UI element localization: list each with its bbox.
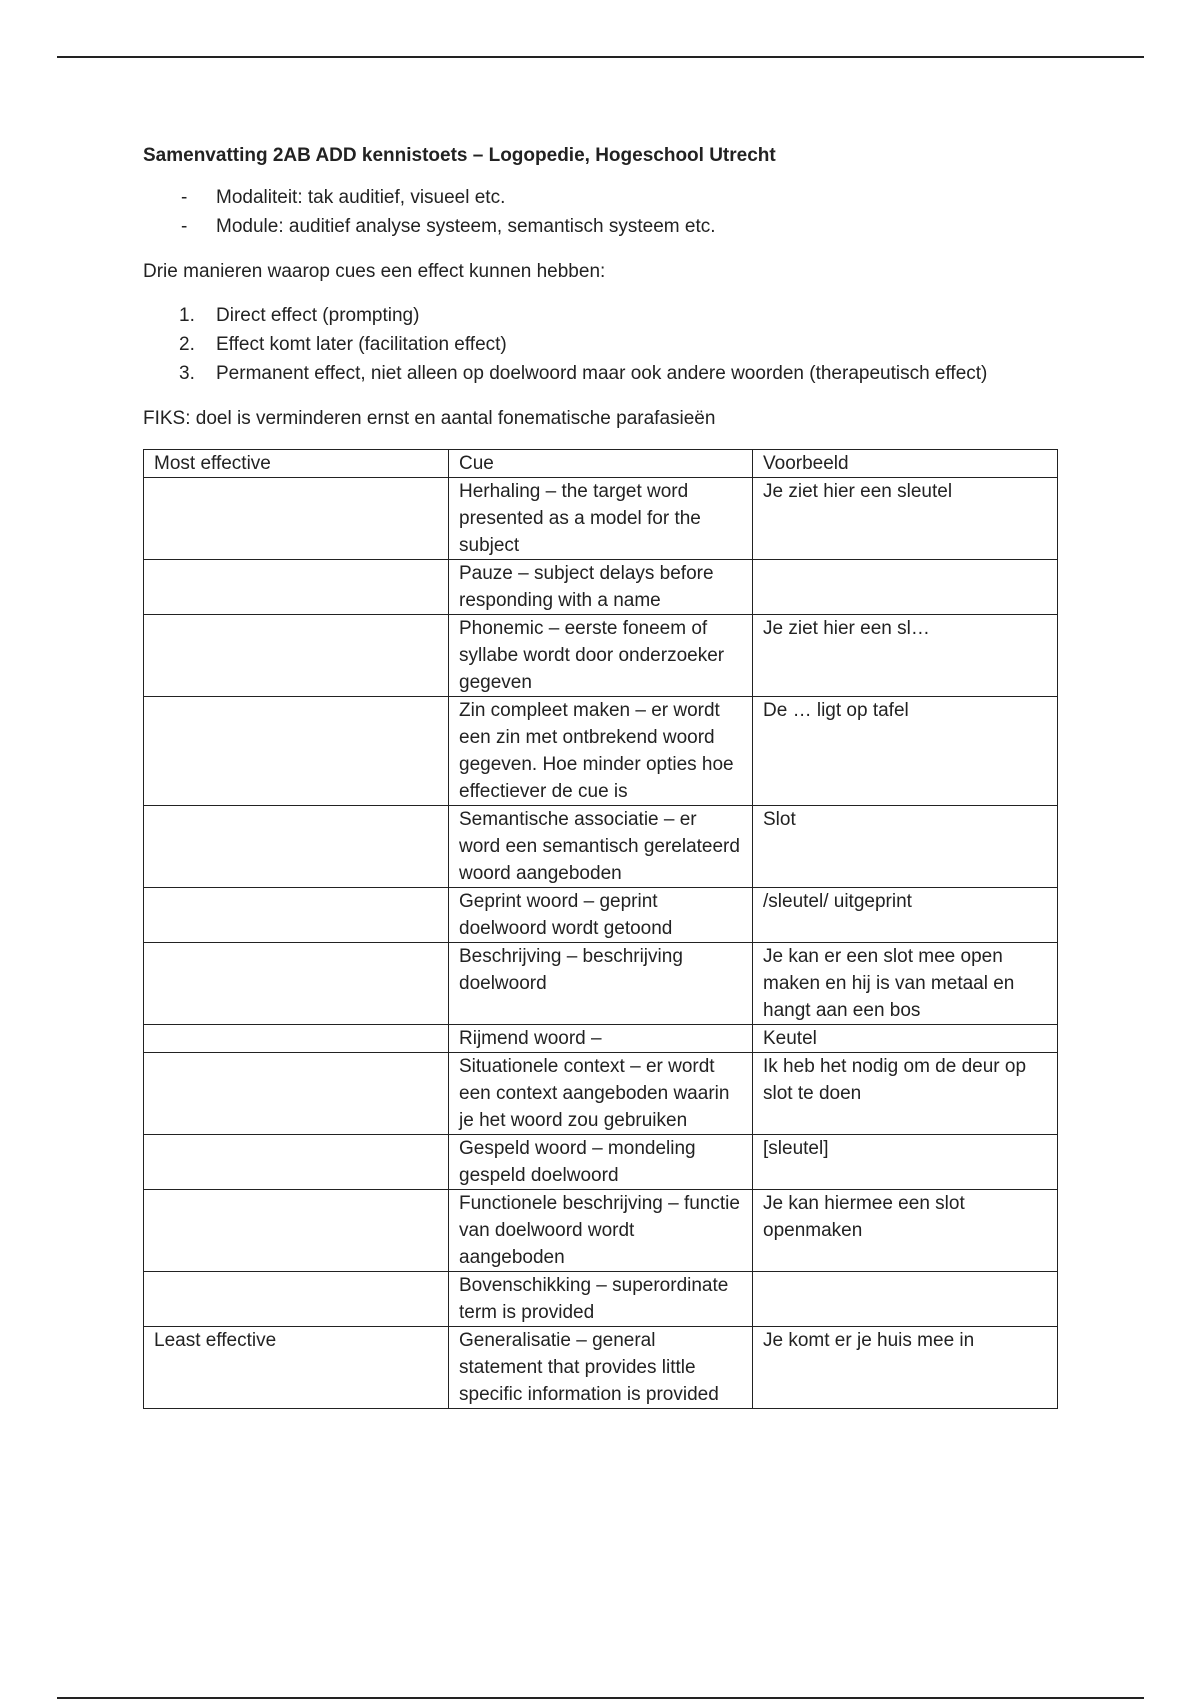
table-header-row [144,450,1058,478]
numbered-list [143,302,1063,389]
list-item [143,302,1063,331]
table-row [144,1272,1058,1327]
example-cell: /sleutel/ uitgeprint [753,888,1058,943]
list-item [143,360,1063,389]
list-item [143,184,1063,213]
rank-cell [144,478,449,560]
table-row [144,806,1058,888]
list-item-text: Effect komt later (facilitation effect) [216,334,507,355]
list-number: 1. [179,305,195,326]
dash-bullet: - [181,187,188,208]
top-rule [57,56,1144,58]
cue-cell: Rijmend woord – [449,1025,753,1053]
example-cell: Je komt er je huis mee in [753,1327,1058,1409]
cue-cell: Gespeld woord – mondeling gespeld doelwoord [449,1135,753,1190]
cue-cell: Pauze – subject delays before responding with a name [449,560,753,615]
table-row [144,478,1058,560]
rank-cell: Least effective [144,1327,449,1409]
cue-cell: Beschrijving – beschrijving doelwoord [449,943,753,1025]
cue-cell: Bovenschikking – superordinate term is provided [449,1272,753,1327]
table-row [144,697,1058,806]
rank-cell [144,560,449,615]
rank-cell [144,888,449,943]
example-cell: [sleutel] [753,1135,1058,1190]
example-cell: Je ziet hier een sleutel [753,478,1058,560]
document-body [143,142,1063,1409]
cue-cell: Geprint woord – geprint doelwoord wordt getoond [449,888,753,943]
cues-table [143,449,1058,1409]
list-item-text: Modaliteit: tak auditief, visueel etc. [216,187,506,208]
cue-cell: Situationele context – er wordt een context aangeboden waarin je het woord zou gebruiken [449,1053,753,1135]
header-most-effective: Most effective [144,450,449,478]
table-row [144,943,1058,1025]
list-item [143,331,1063,360]
table-row [144,560,1058,615]
cue-cell: Generalisatie – general statement that provides little specific information is provided [449,1327,753,1409]
rank-cell [144,615,449,697]
header-cue: Cue [449,450,753,478]
example-cell [753,560,1058,615]
table-row [144,1053,1058,1135]
table-row [144,615,1058,697]
bottom-rule [57,1697,1144,1699]
list-number: 3. [179,363,195,384]
example-cell: Ik heb het nodig om de deur op slot te doen [753,1053,1058,1135]
rank-cell [144,1135,449,1190]
rank-cell [144,1053,449,1135]
example-cell [753,1272,1058,1327]
table-row [144,1190,1058,1272]
example-cell: De … ligt op tafel [753,697,1058,806]
rank-cell [144,1190,449,1272]
rank-cell [144,806,449,888]
cue-cell: Phonemic – eerste foneem of syllabe wordt door onderzoeker gegeven [449,615,753,697]
dash-bullet: - [181,216,188,237]
list-item-text: Module: auditief analyse systeem, semantisch systeem etc. [216,216,716,237]
table-row [144,1025,1058,1053]
fiks-paragraph: FIKS: doel is verminderen ernst en aantal fonematische parafasieën [143,408,716,429]
list-number: 2. [179,334,195,355]
table-row [144,888,1058,943]
example-cell: Keutel [753,1025,1058,1053]
list-item [143,213,1063,242]
example-cell: Je ziet hier een sl… [753,615,1058,697]
example-cell: Je kan hiermee een slot openmaken [753,1190,1058,1272]
header-voorbeeld: Voorbeeld [753,450,1058,478]
table-row [144,1135,1058,1190]
document-title: Samenvatting 2AB ADD kennistoets – Logopedie, Hogeschool Utrecht [143,145,776,166]
intro-paragraph: Drie manieren waarop cues een effect kunnen hebben: [143,261,606,282]
rank-cell [144,1025,449,1053]
cue-cell: Semantische associatie – er word een semantisch gerelateerd woord aangeboden [449,806,753,888]
rank-cell [144,697,449,806]
list-item-text: Permanent effect, niet alleen op doelwoord maar ook andere woorden (therapeutisch effect) [216,363,988,384]
cue-cell: Herhaling – the target word presented as a model for the subject [449,478,753,560]
bullet-list [143,184,1063,242]
rank-cell [144,1272,449,1327]
example-cell: Slot [753,806,1058,888]
cue-cell: Functionele beschrijving – functie van doelwoord wordt aangeboden [449,1190,753,1272]
example-cell: Je kan er een slot mee open maken en hij is van metaal en hangt aan een bos [753,943,1058,1025]
cue-cell: Zin compleet maken – er wordt een zin met ontbrekend woord gegeven. Hoe minder opties hoe effectiever de cue is [449,697,753,806]
list-item-text: Direct effect (prompting) [216,305,420,326]
table-row [144,1327,1058,1409]
rank-cell [144,943,449,1025]
